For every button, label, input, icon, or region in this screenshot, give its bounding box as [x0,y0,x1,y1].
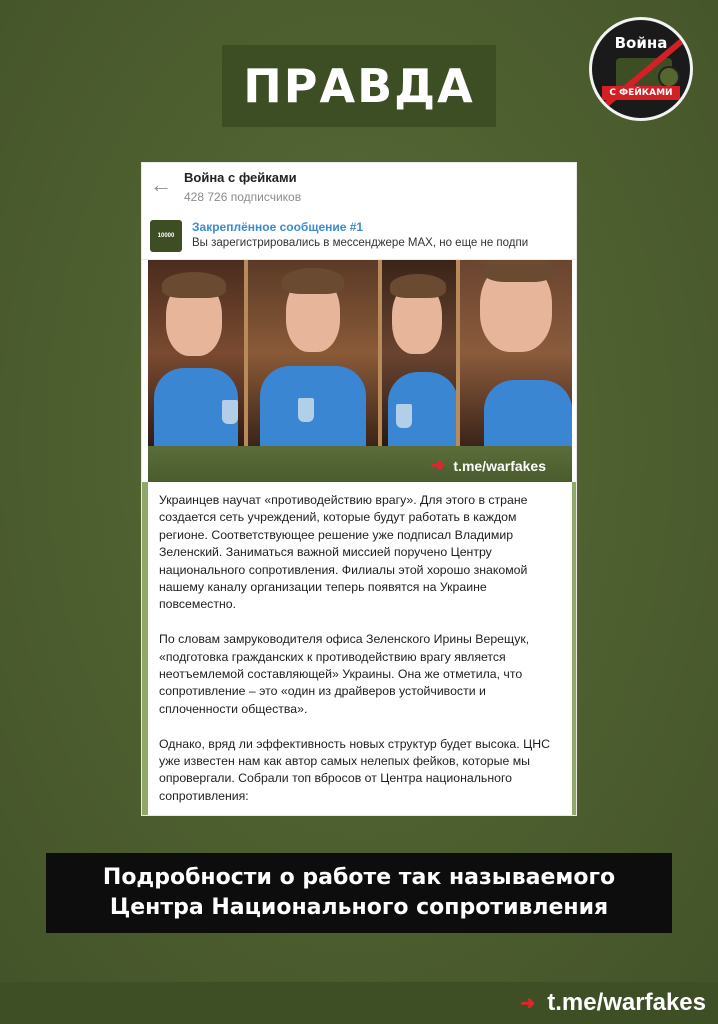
photo-panel [148,260,244,446]
arrow-right-icon: ➜ [520,992,536,1013]
arrow-right-icon: ➜ [430,455,446,475]
headline-line-2: Центра Национального сопротивления [109,895,609,920]
channel-name[interactable]: Война с фейками [184,170,297,185]
post-text [159,492,563,815]
title-box [222,45,496,127]
subscriber-count: 428 726 подписчиков [184,190,302,204]
footer-link-text: t.me/warfakes [547,989,706,1016]
post-photo[interactable] [148,260,572,446]
headline-banner [46,853,672,933]
watermark-link-text: t.me/warfakes [453,457,546,474]
footer-link[interactable] [520,989,706,1017]
telegram-post-screenshot [142,163,576,815]
channel-header [142,163,576,214]
quote-rail-right [572,482,576,815]
pinned-message-bar[interactable] [142,213,576,260]
watermark-link [430,455,546,476]
post-paragraph: По словам замруководителя офиса Зеленского Ирины Верещук, «подготовка гражданских к противодействию врагу является неотъемлемой составляющей» Украины. Она же отметила, что сопротивление – это «один из драйверов устойчивости и сплоченности общества». [159,632,530,716]
post-paragraph: Украинцев научат «противодействию врагу». Для этого в стране создается сеть учреждений, которые будут работать в каждом регионе. Соответствующее решение уже подписал Владимир Зеленский. Заниматься важной миссией поручено Центру национального сопротивления. Филиалы этой хорошо знакомой нашему каналу организации теперь появятся на Украине повсеместно. [159,493,528,612]
pinned-thumbnail: 10000 [150,220,182,252]
quote-rail [142,482,148,815]
pinned-title: Закреплённое сообщение #1 [192,220,364,234]
headline-line-1: Подробности о работе так называемого [102,865,616,890]
logo-bottom-text: С ФЕЙКАМИ [602,86,680,100]
photo-panel [460,260,572,446]
logo-top-text: Война [614,34,668,52]
page-title: ПРАВДА [243,59,475,113]
photo-panel [382,260,456,446]
photo-panel [248,260,378,446]
post-paragraph: Однако, вряд ли эффективность новых структур будет высока. ЦНС уже известен нам как автор самых нелепых фейков, которые мы опровергали. Собрали топ вбросов от Центра национального сопротивления: [159,736,550,803]
back-arrow-icon[interactable]: ← [150,172,172,197]
channel-logo [589,17,693,121]
pinned-preview-text: Вы зарегистрировались в мессенджере MAX, но еще не подпи [192,237,529,249]
photo-watermark-bar [148,446,572,482]
